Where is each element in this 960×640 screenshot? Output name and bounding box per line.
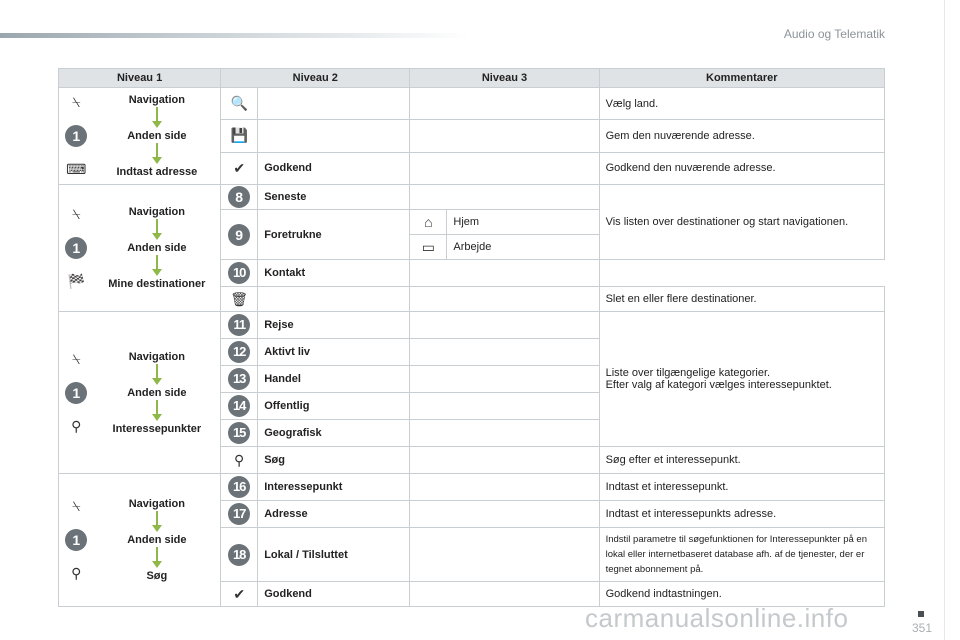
step-badge: 14 (228, 395, 250, 417)
step-badge: 12 (228, 341, 250, 363)
level2-search: Søg (258, 447, 410, 474)
level1-item: Søg (146, 570, 168, 582)
comment-cell (599, 312, 884, 447)
step-badge: 1 (65, 529, 87, 551)
badge-cell (221, 474, 258, 501)
level3-cell (410, 474, 599, 501)
group4-icons (59, 474, 94, 607)
watermark: carmanualsonline.info (585, 603, 849, 633)
level3-work: Arbejde (447, 235, 599, 260)
group2-icons (59, 185, 94, 312)
comment-cell: Indtast et interessepunkt. (599, 474, 884, 501)
badge-cell (221, 393, 258, 420)
badge-cell (221, 366, 258, 393)
level2-active-life: Aktivt liv (258, 339, 410, 366)
step-badge: 9 (228, 224, 250, 246)
level3-cell (410, 88, 599, 120)
page-number: 351 (912, 621, 933, 635)
level2-geographic: Geografisk (258, 420, 410, 447)
level2-address: Adresse (258, 501, 410, 528)
level2-confirm: Godkend (258, 582, 410, 607)
arrow-down-icon (151, 511, 163, 533)
level2-confirm: Godkend (258, 152, 410, 184)
arrow-down-icon (151, 219, 163, 241)
arrow-down-icon (151, 107, 163, 129)
briefcase-icon[interactable]: ▭ (421, 238, 435, 255)
nav-icon: ⍀ (72, 350, 81, 367)
level3-cell (410, 366, 599, 393)
header-level1: Niveau 1 (59, 69, 221, 88)
badge-cell (221, 260, 258, 287)
group2-level1 (94, 185, 221, 312)
keyboard-icon: ⌨ (66, 161, 87, 177)
home-icon-cell (410, 210, 447, 235)
level2-cell (258, 287, 410, 312)
save-icon-cell (221, 120, 258, 152)
group4-level1 (94, 474, 221, 607)
level3-cell (410, 287, 599, 312)
group3-icons (59, 312, 94, 474)
check-icon[interactable]: ✔ (233, 585, 246, 602)
level3-cell (410, 120, 599, 152)
level2-cell (258, 88, 410, 120)
flag-icon: 🏁 (67, 273, 85, 289)
badge-cell (221, 528, 258, 582)
comment-cell: Vælg land. (599, 88, 884, 120)
level3-cell (410, 420, 599, 447)
table-row (59, 312, 885, 339)
nav-icon: ⍀ (72, 94, 81, 110)
level3-cell (410, 582, 599, 607)
step-badge: 18 (228, 544, 250, 566)
badge-cell (221, 339, 258, 366)
step-badge: 11 (228, 314, 250, 336)
level1-navigation: Navigation (128, 94, 185, 106)
level2-cell (258, 120, 410, 152)
level2-shopping: Handel (258, 366, 410, 393)
step-badge: 1 (65, 382, 87, 404)
level2-local-connected: Lokal / Tilsluttet (258, 528, 410, 582)
comment-cell: Godkend den nuværende adresse. (599, 152, 884, 184)
search-icon-cell (221, 447, 258, 474)
comment-cell: Indstil parametre til søgefunktionen for Interessepunkter på en lokal eller internetbaseret database afh. af de tjenester, der er tegnet abonnement på. (599, 528, 884, 582)
level1-page: Anden side (127, 386, 187, 399)
group1-level1 (94, 88, 221, 185)
home-icon[interactable]: ⌂ (424, 214, 433, 230)
level2-contact: Kontakt (258, 260, 410, 287)
trash-icon-cell (221, 287, 258, 312)
level1-navigation: Navigation (128, 206, 185, 218)
level1-navigation: Navigation (128, 498, 185, 510)
badge-cell (221, 185, 258, 210)
step-badge: 15 (228, 422, 250, 444)
level1-page: Anden side (127, 242, 187, 254)
arrow-down-icon (151, 400, 163, 422)
header-level2: Niveau 2 (221, 69, 410, 88)
step-badge: 16 (228, 476, 250, 498)
nav-icon: ⍀ (72, 206, 81, 222)
search-abc-icon: ⚲ (71, 565, 82, 581)
trash-icon[interactable]: 🗑 (230, 290, 249, 307)
check-icon[interactable]: ✔ (233, 159, 246, 176)
level2-public: Offentlig (258, 393, 410, 420)
table-row (59, 88, 885, 120)
comment-cell: Søg efter et interessepunkt. (599, 447, 884, 474)
level3-cell (410, 447, 599, 474)
group1-icons (59, 88, 94, 185)
level3-cell (410, 185, 599, 210)
work-icon-cell (410, 235, 447, 260)
level3-cell (410, 528, 599, 582)
arrow-down-icon (151, 143, 163, 165)
menu-table (58, 68, 885, 607)
poi-icon: ⚲ (71, 417, 82, 434)
check-icon-cell (221, 582, 258, 607)
badge-cell (221, 210, 258, 260)
header-comments: Kommentarer (599, 69, 884, 88)
level1-item: Mine destinationer (108, 278, 206, 290)
section-title: Audio og Telematik (783, 27, 885, 41)
level3-cell (410, 393, 599, 420)
header-level3: Niveau 3 (410, 69, 599, 88)
step-badge: 13 (228, 368, 250, 390)
step-badge: 1 (65, 125, 87, 147)
comment-line: Efter valg af kategori vælges interessepunktet. (605, 379, 832, 391)
comment-cell: Vis listen over destinationer og start navigationen. (599, 185, 884, 260)
level2-poi: Interessepunkt (258, 474, 410, 501)
step-badge: 17 (228, 503, 250, 525)
badge-cell (221, 420, 258, 447)
level1-page: Anden side (127, 130, 187, 142)
comment-line: Liste over tilgængelige kategorier. (605, 367, 771, 379)
level3-cell (410, 339, 599, 366)
arrow-down-icon (151, 364, 163, 386)
level1-page: Anden side (127, 534, 187, 546)
level2-favorites: Foretrukne (258, 210, 410, 260)
country-icon-cell (221, 88, 258, 120)
header-bar (0, 33, 470, 38)
level2-recent: Seneste (258, 185, 410, 210)
group3-level1 (94, 312, 221, 474)
level3-cell (410, 152, 599, 184)
table-row (59, 185, 885, 210)
table-row (59, 474, 885, 501)
comment-cell: Slet en eller flere destinationer. (599, 287, 884, 312)
step-badge: 10 (228, 262, 250, 284)
level1-item: Indtast adresse (116, 166, 198, 178)
country-search-icon[interactable]: 🔍 (230, 95, 248, 112)
check-icon-cell (221, 152, 258, 184)
level1-item: Interessepunkter (112, 422, 202, 435)
step-badge: 8 (228, 186, 250, 208)
page-edge-rule (944, 0, 945, 640)
comment-cell: Gem den nuværende adresse. (599, 120, 884, 152)
comment-cell: Godkend indtastningen. (599, 582, 884, 607)
page-marker (918, 611, 924, 617)
arrow-down-icon (151, 255, 163, 277)
step-badge: 1 (65, 237, 87, 259)
level1-navigation: Navigation (128, 350, 185, 363)
arrow-down-icon (151, 547, 163, 569)
level3-cell (410, 501, 599, 528)
save-icon[interactable]: 💾 (230, 127, 248, 144)
badge-cell (221, 312, 258, 339)
level3-cell (410, 312, 599, 339)
comment-cell: Indtast et interessepunkts adresse. (599, 501, 884, 528)
level3-cell (410, 260, 599, 287)
level2-travel: Rejse (258, 312, 410, 339)
table-header-row (59, 69, 885, 88)
badge-cell (221, 501, 258, 528)
search-icon[interactable]: ⚲ (234, 451, 245, 468)
nav-icon: ⍀ (72, 498, 81, 514)
level3-home: Hjem (447, 210, 599, 235)
